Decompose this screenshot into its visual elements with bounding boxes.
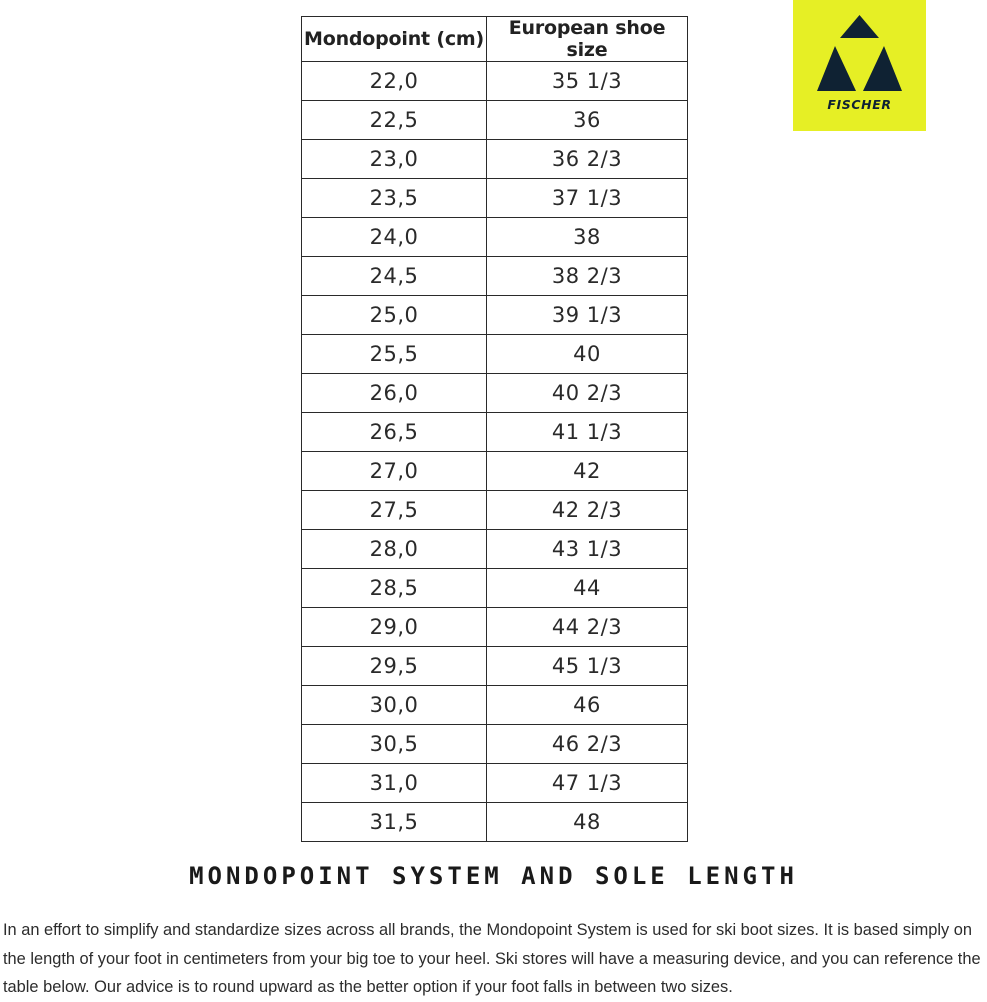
mondopoint-cell: 30,0 bbox=[302, 686, 487, 725]
european-size-cell: 43 1/3 bbox=[487, 530, 688, 569]
table-row bbox=[302, 296, 688, 335]
european-size-cell: 38 bbox=[487, 218, 688, 257]
table-row bbox=[302, 101, 688, 140]
european-size-cell: 47 1/3 bbox=[487, 764, 688, 803]
table-row bbox=[302, 530, 688, 569]
table-row bbox=[302, 491, 688, 530]
table-row bbox=[302, 608, 688, 647]
european-size-cell: 46 2/3 bbox=[487, 725, 688, 764]
table-row bbox=[302, 647, 688, 686]
fischer-triangle-mark-icon bbox=[793, 0, 926, 131]
mondopoint-cell: 26,0 bbox=[302, 374, 487, 413]
mondopoint-cell: 29,5 bbox=[302, 647, 487, 686]
european-size-cell: 40 bbox=[487, 335, 688, 374]
european-size-cell: 48 bbox=[487, 803, 688, 842]
table-row bbox=[302, 569, 688, 608]
section-paragraph: In an effort to simplify and standardize sizes across all brands, the Mondopoint System is used for ski boot sizes. It is based simply on the length of your foot in centimeters from your big toe to your heel. Ski stores will have a measuring device, and you can reference the table below. Our advice is to round upward as the better option if your foot falls in between two sizes. bbox=[3, 921, 981, 996]
mondopoint-cell: 24,0 bbox=[302, 218, 487, 257]
table-row bbox=[302, 257, 688, 296]
european-size-cell: 37 1/3 bbox=[487, 179, 688, 218]
mondopoint-cell: 25,5 bbox=[302, 335, 487, 374]
mondopoint-cell: 27,0 bbox=[302, 452, 487, 491]
logo-wordmark: FISCHER bbox=[827, 97, 892, 112]
table-row bbox=[302, 725, 688, 764]
european-size-cell: 44 2/3 bbox=[487, 608, 688, 647]
mondopoint-cell: 26,5 bbox=[302, 413, 487, 452]
mondopoint-cell: 22,0 bbox=[302, 62, 487, 101]
european-size-cell: 41 1/3 bbox=[487, 413, 688, 452]
mondopoint-cell: 29,0 bbox=[302, 608, 487, 647]
mondopoint-cell: 24,5 bbox=[302, 257, 487, 296]
european-size-cell: 36 bbox=[487, 101, 688, 140]
mondopoint-cell: 30,5 bbox=[302, 725, 487, 764]
mondopoint-cell: 31,5 bbox=[302, 803, 487, 842]
mondopoint-cell: 23,5 bbox=[302, 179, 487, 218]
mondopoint-cell: 25,0 bbox=[302, 296, 487, 335]
european-size-cell: 36 2/3 bbox=[487, 140, 688, 179]
european-size-cell: 38 2/3 bbox=[487, 257, 688, 296]
logo-triangle-right bbox=[863, 46, 902, 91]
fischer-logo bbox=[793, 0, 926, 131]
european-size-cell: 39 1/3 bbox=[487, 296, 688, 335]
european-size-cell: 40 2/3 bbox=[487, 374, 688, 413]
table-row bbox=[302, 374, 688, 413]
section-heading: MONDOPOINT SYSTEM AND SOLE LENGTH bbox=[189, 862, 798, 890]
table-row bbox=[302, 179, 688, 218]
table-row bbox=[302, 413, 688, 452]
european-size-cell: 42 2/3 bbox=[487, 491, 688, 530]
table-row bbox=[302, 218, 688, 257]
european-size-cell: 35 1/3 bbox=[487, 62, 688, 101]
table-header-row bbox=[302, 17, 688, 62]
mondopoint-cell: 28,0 bbox=[302, 530, 487, 569]
mondopoint-cell: 22,5 bbox=[302, 101, 487, 140]
logo-triangle-top bbox=[840, 15, 879, 38]
table-row bbox=[302, 62, 688, 101]
size-conversion-table bbox=[301, 16, 688, 842]
european-size-cell: 46 bbox=[487, 686, 688, 725]
table-row bbox=[302, 452, 688, 491]
mondopoint-column-header: Mondopoint (cm) bbox=[302, 17, 487, 62]
european-size-cell: 44 bbox=[487, 569, 688, 608]
european-size-cell: 45 1/3 bbox=[487, 647, 688, 686]
table-row bbox=[302, 686, 688, 725]
mondopoint-cell: 28,5 bbox=[302, 569, 487, 608]
european-size-column-header: European shoe size bbox=[487, 17, 688, 62]
mondopoint-cell: 27,5 bbox=[302, 491, 487, 530]
mondopoint-cell: 31,0 bbox=[302, 764, 487, 803]
table-row bbox=[302, 140, 688, 179]
mondopoint-cell: 23,0 bbox=[302, 140, 487, 179]
european-size-cell: 42 bbox=[487, 452, 688, 491]
logo-triangle-left bbox=[817, 46, 856, 91]
table-row bbox=[302, 335, 688, 374]
table-row bbox=[302, 803, 688, 842]
table-row bbox=[302, 764, 688, 803]
